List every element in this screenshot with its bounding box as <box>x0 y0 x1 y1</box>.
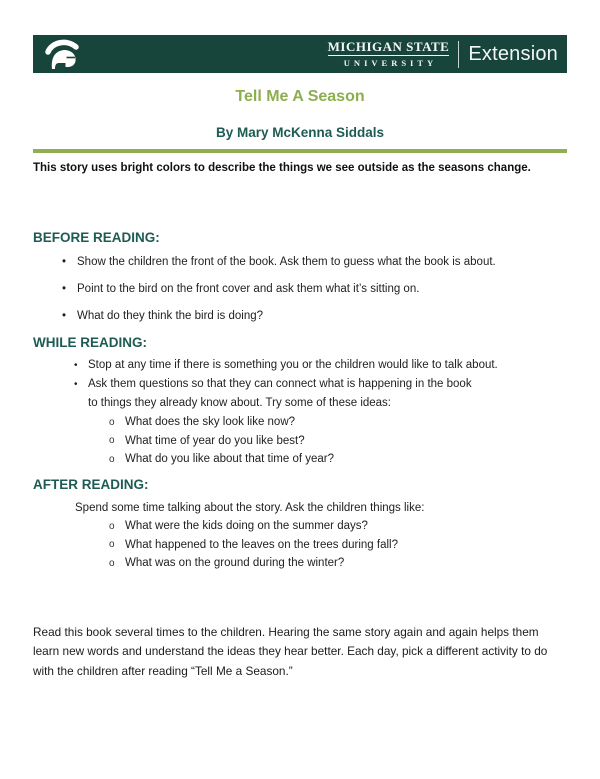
horizontal-rule <box>33 149 567 153</box>
list-item-line: to things they already know about. Try some of these ideas: <box>88 397 392 409</box>
closing-paragraph: Read this book several times to the children. Hearing the same story again and again helps them learn new words and understand the ideas they hear better. Each day, pick a different activity to do with the children after reading “Tell Me a Season.” <box>33 624 548 678</box>
while-reading-sub-list <box>33 413 567 469</box>
header-divider <box>458 41 459 68</box>
byline: By Mary McKenna Siddals <box>215 125 385 140</box>
msu-wordmark <box>328 40 450 68</box>
header-brand-group <box>328 40 558 68</box>
msu-header-bar <box>33 35 567 73</box>
list-item: o What do you like about that time of year? <box>33 450 567 469</box>
before-reading-list <box>33 254 567 325</box>
list-item: o What does the sky look like now? <box>33 413 567 432</box>
wordmark-michigan-state: MICHIGAN STATE <box>327 39 450 55</box>
list-item-line: • Ask them questions so that they can connect what is happening in the book <box>88 378 472 390</box>
section-heading-while-reading: WHILE READING: <box>33 335 147 350</box>
list-item: o What were the kids doing on the summer days? <box>33 517 567 536</box>
intro-text: This story uses bright colors to describe the things we see outside as the seasons change. <box>33 162 531 174</box>
list-item: o What time of year do you like best? <box>33 432 567 451</box>
wordmark-university: UNIVERSITY <box>343 57 438 68</box>
spartan-helmet-icon <box>41 38 83 70</box>
list-item: • Show the children the front of the book. Ask them to guess what the book is about. <box>33 254 567 271</box>
list-item: o What was on the ground during the winter? <box>33 554 567 573</box>
section-heading-before-reading: BEFORE READING: <box>33 230 160 245</box>
list-item: • What do they think the bird is doing? <box>33 308 567 325</box>
after-reading-sub-list <box>33 517 567 573</box>
extension-label: Extension <box>468 42 558 65</box>
after-reading-lead: Spend some time talking about the story. Ask the children things like: <box>75 501 425 514</box>
list-item: o What happened to the leaves on the trees during fall? <box>33 536 567 555</box>
list-item: • Point to the bird on the front cover and ask them what it’s sitting on. <box>33 281 567 298</box>
section-heading-after-reading: AFTER READING: <box>33 476 149 492</box>
list-item: • Stop at any time if there is something you or the children would like to talk about. <box>33 356 567 375</box>
page-title: Tell Me A Season <box>235 88 365 105</box>
while-reading-list <box>33 356 567 413</box>
list-item <box>33 375 567 413</box>
